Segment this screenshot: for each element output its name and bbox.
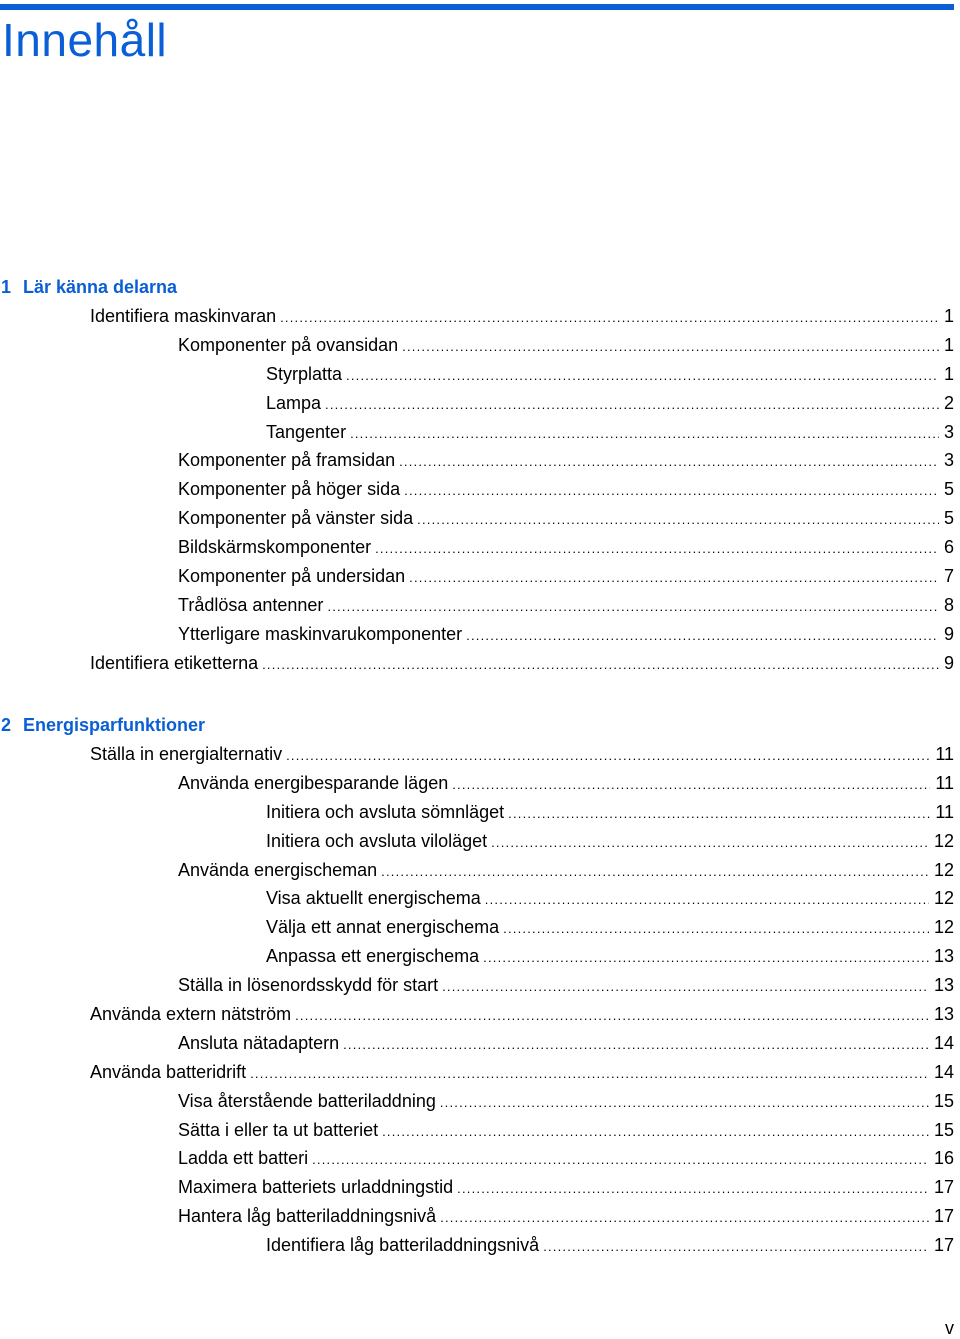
dot-leader (457, 1175, 929, 1204)
toc-entry[interactable] (0, 1000, 954, 1029)
chapter-heading[interactable] (0, 711, 954, 740)
toc-entry[interactable] (0, 302, 954, 331)
dot-leader (381, 858, 929, 887)
toc-entry-page: 15 (933, 1119, 954, 1140)
toc-entry-page: 11 (935, 772, 954, 793)
toc-entry-page: 17 (933, 1235, 954, 1256)
toc-entry-title: Ytterligare maskinvarukomponenter (178, 623, 463, 644)
toc-entry[interactable] (0, 475, 954, 504)
toc-entry-title: Ställa in energialternativ (90, 744, 283, 764)
dot-leader (402, 333, 939, 362)
dot-leader (508, 800, 930, 829)
toc-entry-title: Sätta i eller ta ut batteriet (178, 1119, 379, 1140)
toc-entry-title: Tangenter (266, 421, 347, 442)
dot-leader (440, 1204, 929, 1233)
toc-entry-title: Hantera låg batteriladdningsnivå (178, 1206, 437, 1227)
dot-leader (346, 362, 939, 391)
dot-leader (543, 1233, 929, 1262)
toc-entry-page: 13 (933, 1004, 954, 1025)
toc-entry-title: Välja ett annat energischema (266, 917, 500, 938)
toc-entry-title: Visa aktuellt energischema (266, 888, 481, 909)
toc-entry-title: Initiera och avsluta sömnläget (266, 801, 505, 822)
toc-entry-page: 12 (933, 859, 954, 880)
toc-entry-page: 11 (935, 744, 954, 764)
dot-leader (452, 771, 930, 800)
toc-entry-title: Använda extern nätström (90, 1004, 292, 1025)
chapter-heading[interactable] (0, 273, 954, 302)
toc-entry[interactable] (0, 856, 954, 885)
toc-entry[interactable] (0, 1087, 954, 1116)
toc-entry-title: Maximera batteriets urladdningstid (178, 1177, 454, 1198)
toc-entry[interactable] (0, 1231, 954, 1260)
toc-entry-title: Använda energibesparande lägen (178, 772, 449, 793)
toc-entry-title: Komponenter på vänster sida (178, 508, 414, 529)
toc-entry[interactable] (0, 649, 954, 678)
toc-entry-page: 9 (943, 652, 954, 673)
toc-entry-page: 3 (943, 421, 954, 442)
toc-entry-page: 12 (933, 917, 954, 938)
toc-entry[interactable] (0, 884, 954, 913)
toc-entry-page: 16 (933, 1148, 954, 1169)
toc-entry-page: 13 (933, 946, 954, 967)
page-number: v (945, 1318, 954, 1338)
toc-entry-page: 11 (935, 801, 954, 822)
toc-entry-page: 13 (933, 975, 954, 996)
toc-entry-page: 5 (943, 479, 954, 500)
toc-entry-title: Komponenter på ovansidan (178, 334, 399, 355)
dot-leader (327, 593, 939, 622)
chapter-2 (0, 711, 954, 1260)
toc-entry-title: Identifiera maskinvaran (90, 306, 277, 326)
toc-entry-title: Trådlösa antenner (178, 594, 324, 615)
toc-entry-page: 6 (943, 537, 954, 558)
toc-entry[interactable] (0, 769, 954, 798)
toc-entry-page: 1 (943, 334, 954, 355)
dot-leader (440, 1089, 929, 1118)
dot-leader (417, 506, 939, 535)
toc-entry-title: Ansluta nätadaptern (178, 1032, 340, 1053)
toc-entry[interactable] (0, 1029, 954, 1058)
dot-leader (399, 448, 939, 477)
toc-entry-title: Initiera och avsluta viloläget (266, 830, 488, 851)
dot-leader (485, 886, 929, 915)
toc-entry-page: 3 (943, 450, 954, 471)
toc-entry-title: Komponenter på framsidan (178, 450, 396, 471)
toc-entry[interactable] (0, 913, 954, 942)
toc-entry[interactable] (0, 827, 954, 856)
chapter-number: 1 (1, 277, 12, 297)
toc-entry-title: Komponenter på höger sida (178, 479, 401, 500)
toc-entry[interactable] (0, 971, 954, 1000)
toc-entry[interactable] (0, 798, 954, 827)
dot-leader (312, 1146, 929, 1175)
dot-leader (404, 477, 939, 506)
toc-entry-page: 14 (933, 1061, 954, 1082)
toc-entry-title: Styrplatta (266, 363, 343, 384)
dot-leader (483, 944, 929, 973)
toc-entry-title: Identifiera låg batteriladdningsnivå (266, 1235, 540, 1256)
dot-leader (350, 420, 939, 449)
dot-leader (382, 1118, 929, 1147)
dot-leader (250, 1060, 929, 1089)
page-title: Innehåll (2, 14, 168, 66)
dot-leader (286, 742, 930, 771)
toc-entry[interactable] (0, 1202, 954, 1231)
dot-leader (466, 622, 939, 651)
chapter-title: Lär känna delarna (23, 277, 178, 297)
toc-entry-page: 9 (943, 623, 954, 644)
toc-entry[interactable] (0, 740, 954, 769)
toc-entry-title: Visa återstående batteriladdning (178, 1090, 436, 1111)
toc-entry[interactable] (0, 389, 954, 418)
toc-entry-title: Komponenter på undersidan (178, 566, 406, 587)
dot-leader (491, 829, 929, 858)
toc-entry[interactable] (0, 1116, 954, 1145)
toc-entry-page: 1 (943, 363, 954, 384)
toc-entry-page: 1 (943, 306, 954, 326)
toc-entry[interactable] (0, 620, 954, 649)
toc-entry[interactable] (0, 562, 954, 591)
toc-entry[interactable] (0, 591, 954, 620)
toc-entry[interactable] (0, 1144, 954, 1173)
toc-entry-title: Lampa (266, 392, 322, 413)
toc-entry[interactable] (0, 360, 954, 389)
toc-entry[interactable] (0, 331, 954, 360)
dot-leader (325, 391, 939, 420)
toc-entry-page: 12 (933, 830, 954, 851)
dot-leader (280, 304, 939, 333)
top-rule (0, 4, 954, 10)
toc-entry-page: 15 (933, 1090, 954, 1111)
toc-entry-title: Identifiera etiketterna (90, 652, 259, 673)
toc-entry-title: Använda batteridrift (90, 1061, 247, 1082)
toc-entry-title: Ställa in lösenordsskydd för start (178, 975, 439, 996)
toc-entry-title: Bildskärmskomponenter (178, 537, 372, 558)
toc-entry-page: 7 (943, 566, 954, 587)
toc-entry-title: Ladda ett batteri (178, 1148, 309, 1169)
dot-leader (262, 651, 939, 680)
toc-entry-page: 12 (933, 888, 954, 909)
toc-entry-page: 14 (933, 1032, 954, 1053)
toc-entry-page: 2 (943, 392, 954, 413)
toc-entry[interactable] (0, 1173, 954, 1202)
toc-entry-page: 8 (943, 594, 954, 615)
dot-leader (409, 564, 939, 593)
toc-entry-title: Använda energischeman (178, 859, 378, 880)
dot-leader (343, 1031, 929, 1060)
toc-entry[interactable] (0, 942, 954, 971)
toc-entry[interactable] (0, 446, 954, 475)
chapter-1 (0, 273, 954, 678)
chapter-number: 2 (1, 715, 12, 735)
dot-leader (295, 1002, 929, 1031)
toc-entry-page: 17 (933, 1206, 954, 1227)
toc-entry-page: 5 (943, 508, 954, 529)
dot-leader (442, 973, 929, 1002)
dot-leader (375, 535, 939, 564)
toc-entry[interactable] (0, 533, 954, 562)
toc-entry[interactable] (0, 504, 954, 533)
toc-entry-title: Anpassa ett energischema (266, 946, 480, 967)
dot-leader (503, 915, 929, 944)
toc-entry[interactable] (0, 1058, 954, 1087)
chapter-title: Energisparfunktioner (23, 715, 206, 735)
toc-entry-page: 17 (933, 1177, 954, 1198)
toc-entry[interactable] (0, 418, 954, 447)
